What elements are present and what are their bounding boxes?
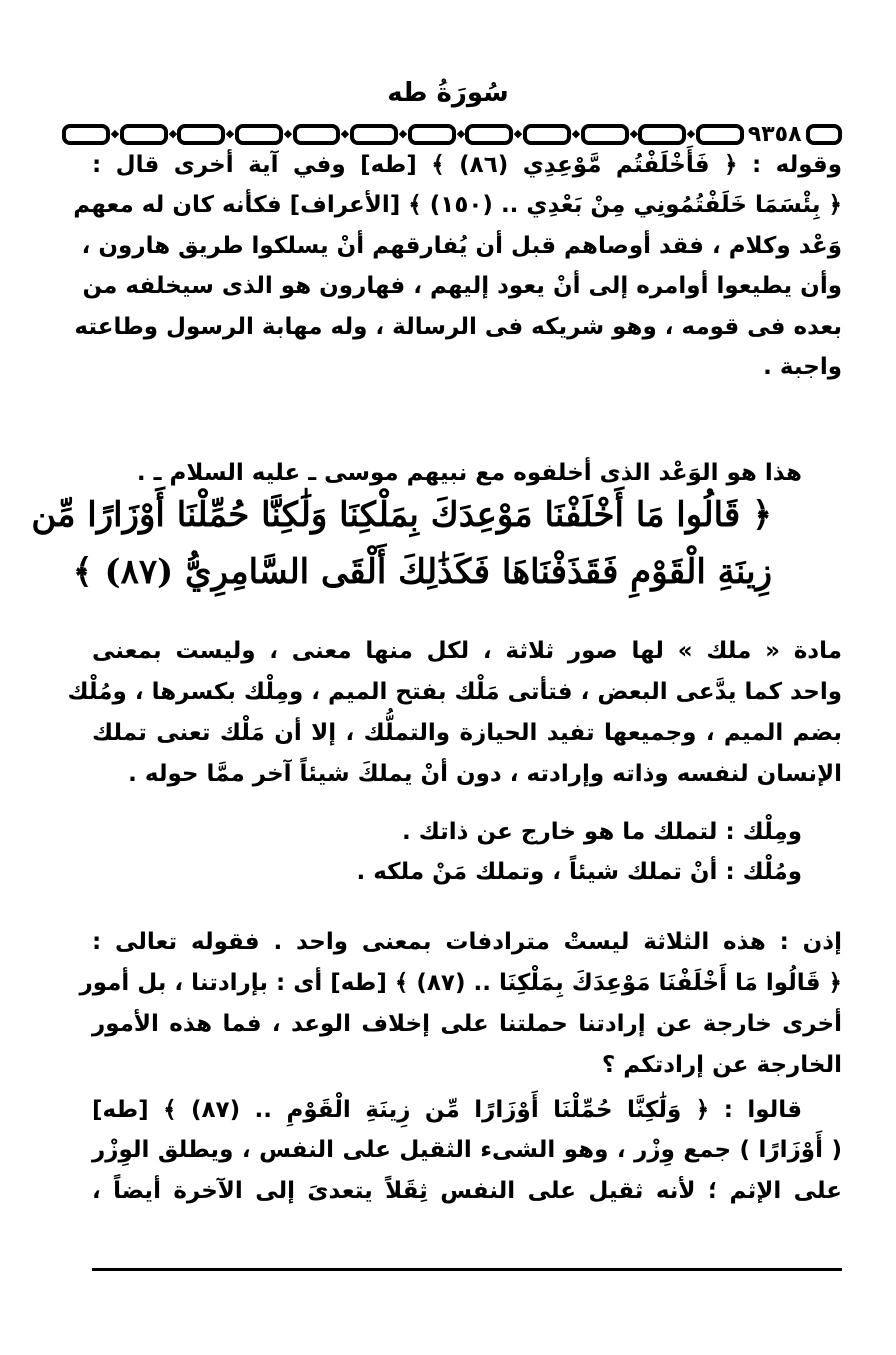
diamond-ornament xyxy=(456,130,464,138)
diamond-ornament xyxy=(572,130,580,138)
chain-link-ornament xyxy=(696,124,744,145)
definition-mulk: ومُلْك : أنْ تملك شيئاً ، وتملك مَنْ ملكه . xyxy=(356,859,802,885)
page-number: ٩٣٥٨ xyxy=(747,121,802,147)
chain-link-ornament xyxy=(465,124,513,145)
diamond-ornament xyxy=(399,130,407,138)
text-line: قالوا : ﴿ وَلَٰكِنَّا حُمِّلْنَا أَوْزَارًا مِّن زِينَةِ الْقَوْمِ .. (٨٧) ﴾ [طه] xyxy=(92,1097,802,1123)
chain-link-ornament xyxy=(293,124,341,145)
text-line: واجبة . xyxy=(763,354,842,380)
diamond-ornament xyxy=(284,130,292,138)
text-line: مادة « ملك » لها صور ثلاثة ، لكل منها معنى ، وليست بمعنى xyxy=(92,638,842,664)
chain-link-ornament xyxy=(408,124,456,145)
chain-link-ornament xyxy=(581,124,629,145)
text-line: وَعْد وكلام ، فقد أوصاهم قبل أن يُفارقهم أنْ يسلكوا طريق هارون ، xyxy=(81,233,842,259)
text-line: الخارجة عن إرادتكم ؟ xyxy=(601,1052,842,1078)
text-line: ( أَوْزَارًا ) جمع وِزْر ، وهو الشىء الثقيل على النفس ، ويطلق الوِزْر xyxy=(92,1137,842,1163)
text-line: الإنسان لنفسه وذاته وإرادته ، دون أنْ يملكَ شيئاً آخر ممَّا حوله . xyxy=(128,761,842,787)
chain-link-ornament xyxy=(806,124,843,145)
diamond-ornament xyxy=(341,130,349,138)
diamond-ornament xyxy=(111,130,119,138)
diamond-ornament xyxy=(168,130,176,138)
quran-verse-line: ﴿ قَالُوا مَا أَخْلَفْنَا مَوْعِدَكَ بِمَلْكِنَا وَلَٰكِنَّا حُمِّلْنَا أَوْزَارًا مِّن xyxy=(31,495,772,535)
text-line: ﴿ قَالُوا مَا أَخْلَفْنَا مَوْعِدَكَ بِمَلْكِنَا .. (٨٧) ﴾ [طه] أى : بإرادتنا ، بل أمور xyxy=(79,970,842,996)
text-line: بعده فى قومه ، وهو شريكه فى الرسالة ، وله مهابة الرسول وطاعته xyxy=(74,314,842,340)
surah-title: سُورَةُ طه xyxy=(387,78,509,108)
chain-link-ornament xyxy=(523,124,571,145)
diamond-ornament xyxy=(226,130,234,138)
chain-link-ornament xyxy=(62,124,110,145)
diamond-ornament xyxy=(514,130,522,138)
quran-verse-line: زِينَةِ الْقَوْمِ فَقَذَفْنَاهَا فَكَذَٰلِكَ أَلْقَى السَّامِرِيُّ (٨٧) ﴾ xyxy=(72,552,772,592)
chain-link-ornament xyxy=(177,124,225,145)
chain-link-ornament xyxy=(638,124,686,145)
intro-line: هذا هو الوَعْد الذى أخلفوه مع نبيهم موسى ـ عليه السلام ـ . xyxy=(136,460,802,486)
text-line: ﴿ بِئْسَمَا خَلَفْتُمُونِي مِنْ بَعْدِي .. (١٥٠) ﴾ [الأعراف] فكأنه كان له معهم xyxy=(73,192,842,218)
diamond-ornament xyxy=(687,130,695,138)
text-line: وأن يطيعوا أوامره إلى أنْ يعود إليهم ، فهارون هو الذى سيخلفه من xyxy=(82,273,842,299)
text-line: أخرى خارجة عن إرادتنا حملتنا على إخلاف الوعد ، فما هذه الأمور xyxy=(92,1011,842,1037)
text-line: بضم الميم ، وجميعها تفيد الحيازة والتملُّك ، إلا أن مَلْك تعنى تملك xyxy=(92,720,842,746)
chain-link-ornament xyxy=(350,124,398,145)
ornamental-header-border xyxy=(62,122,842,146)
text-line: إذن : هذه الثلاثة ليستْ مترادفات بمعنى واحد . فقوله تعالى : xyxy=(92,929,842,955)
footer-divider xyxy=(92,1268,842,1271)
text-line: واحد كما يدَّعى البعض ، فتأتى مَلْك بفتح الميم ، ومِلْك بكسرها ، ومُلْك xyxy=(67,679,842,705)
text-line: وقوله : ﴿ فَأَخْلَفْتُم مَّوْعِدِي (٨٦) ﴾ [طه] وفي آية أخرى قال : xyxy=(92,152,842,178)
chain-link-ornament xyxy=(120,124,168,145)
text-line: على الإثم ؛ لأنه ثقيل على النفس ثِقَلاً يتعدىَ إلى الآخرة أيضاً ، xyxy=(92,1178,842,1204)
definition-milk: ومِلْك : لتملك ما هو خارج عن ذاتك . xyxy=(401,819,802,845)
diamond-ornament xyxy=(629,130,637,138)
chain-link-ornament xyxy=(235,124,283,145)
